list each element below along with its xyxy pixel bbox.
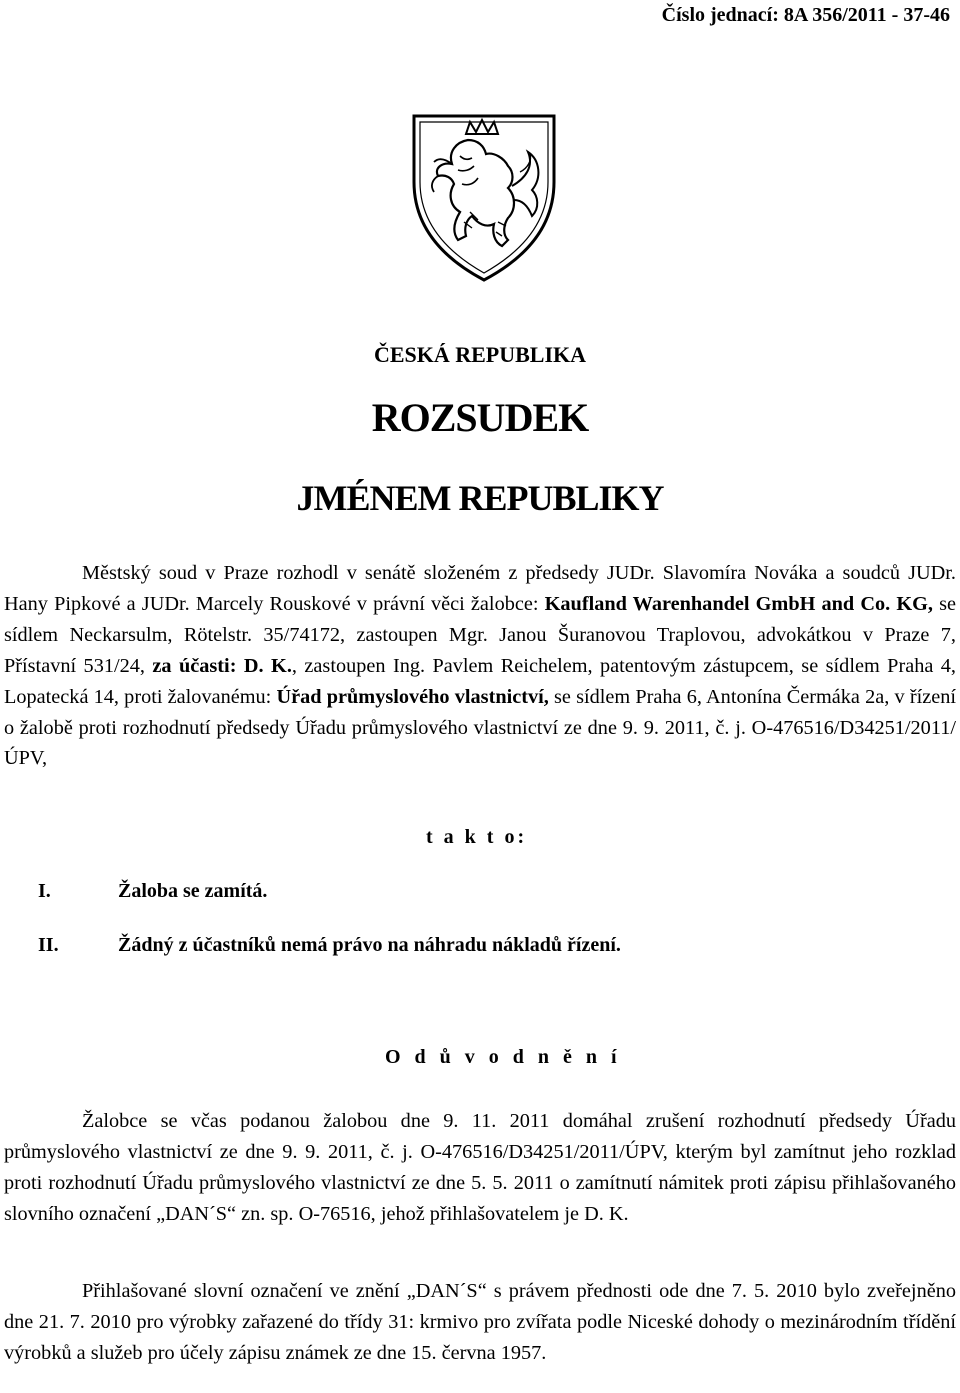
participant-label: za účasti: D. K. (152, 654, 292, 677)
intro-text-1: Městský soud v Praze rozhodl v senátě složeném z předsedy JUDr. Slavomíra Nováka a soudců JUDr. Hany Pipkové a JUDr. Marcely Rouskové v právní věci žalobce: (4, 562, 956, 615)
intro-text-4: se sídlem Praha 6, Antonína Čermáka 2a, v řízení o žalobě proti rozhodnutí předsedy Úřadu průmyslového vlastnictví ze dne 9. 9. 2011, č. j. O-476516/D34251/2011/ÚPV, (4, 685, 956, 770)
czech-coat-of-arms-icon (408, 112, 560, 284)
ruling-item-text: Žaloba se zamítá. (118, 880, 268, 902)
ruling-item-text: Žádný z účastníků nemá právo na náhradu nákladů řízení. (118, 934, 621, 956)
ruling-heading: t a k t o: (426, 826, 528, 848)
intro-text-3: , zastoupen Ing. Pavlem Reichelem, patentovým zástupcem, se sídlem Praha 4, Lopatecká 14, proti žalovanému: (4, 654, 956, 708)
country-heading: ČESKÁ REPUBLIKA (373, 342, 587, 367)
verdict-heading: ROZSUDEK (371, 395, 589, 440)
intro-text-2: se sídlem Neckarsulm, Rötelstr. 35/74172, zastoupen Mgr. Janou Šuranovou Traplovou, advokátkou v Praze 7, Přístavní 531/24, (4, 592, 956, 677)
defendant-name: Úřad průmyslového vlastnictví, (276, 685, 549, 708)
intro-paragraph (4, 558, 956, 774)
ruling-item-number: I. (38, 880, 51, 902)
case-number: Číslo jednací: 8A 356/2011 - 37-46 (661, 4, 950, 26)
republic-heading: JMÉNEM REPUBLIKY (296, 478, 664, 518)
plaintiff-name: Kaufland Warenhandel GmbH and Co. KG, (544, 592, 933, 615)
reasoning-heading: O d ů v o d n ě n í (385, 1046, 622, 1068)
ruling-item-number: II. (38, 934, 59, 956)
reasoning-paragraph: Žalobce se včas podanou žalobou dne 9. 11. 2011 domáhal zrušení rozhodnutí předsedy Úřadu průmyslového vlastnictví ze dne 9. 9. 2011, č. j. O-476516/D34251/2011/ÚPV, kterým byl zamítnut jeho rozklad proti rozhodnutí Úřadu průmyslového vlastnictví ze dne 5. 5. 2011 o zamítnutí námitek proti zápisu přihlašovaného slovního označení „DAN´S“ zn. sp. O-76516, jehož přihlašovatelem je D. K. (4, 1110, 956, 1225)
reasoning-paragraph: Přihlašované slovní označení ve znění „DAN´S“ s právem přednosti ode dne 7. 5. 2010 bylo zveřejněno dne 21. 7. 2010 pro výrobky zařazené do třídy 31: krmivo pro zvířata podle Niceské dohody o mezinárodním třídění výrobků a služeb pro účely zápisu známek ze dne 15. června 1957. (4, 1280, 956, 1364)
